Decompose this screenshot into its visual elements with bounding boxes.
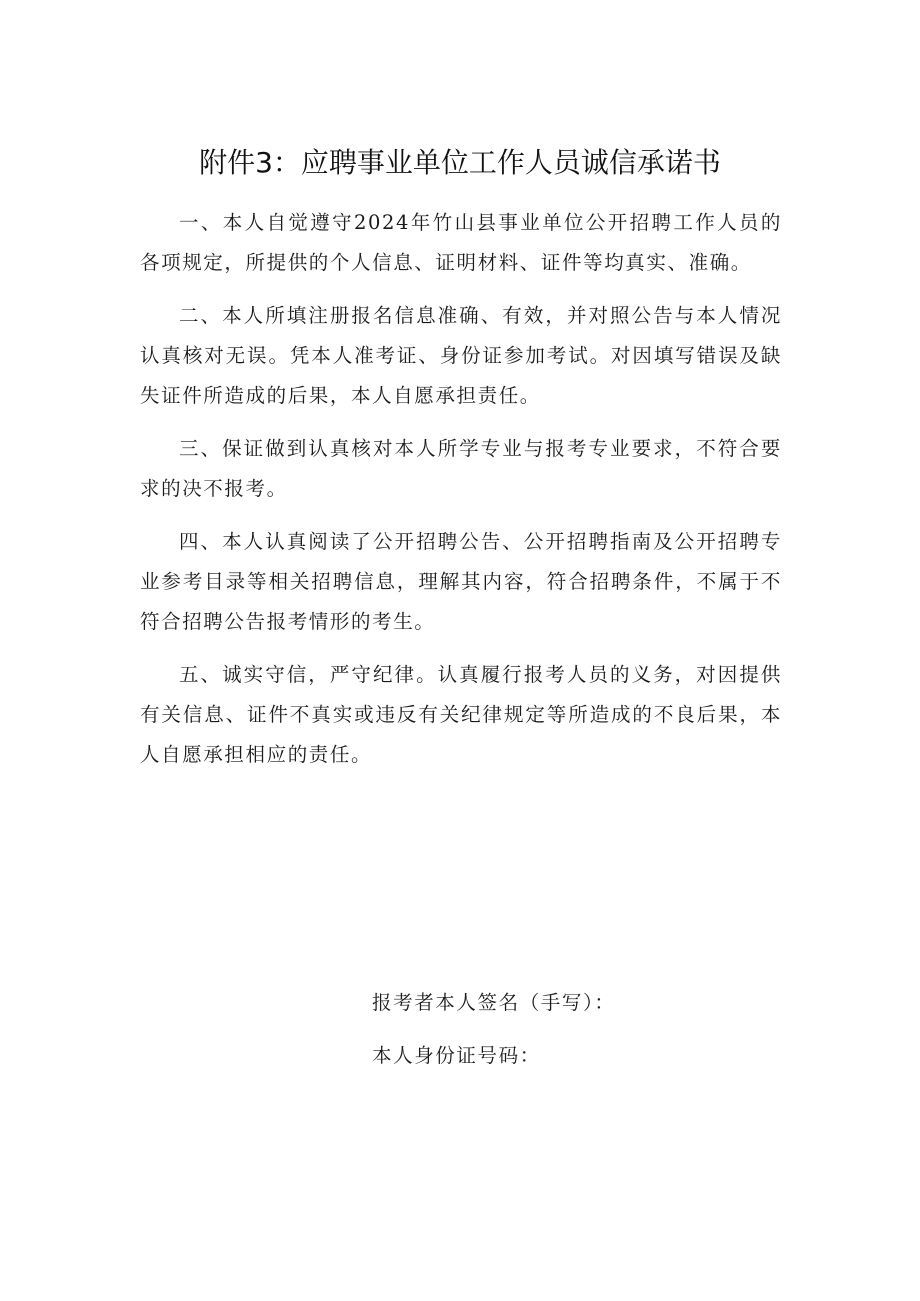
paragraph-2: 二、本人所填注册报名信息准确、有效，并对照公告与本人情况认真核对无误。凭本人准考证、身份证参加考试。对因填写错误及缺失证件所造成的后果，本人自愿承担责任。	[140, 304, 782, 407]
paragraph-4: 四、本人认真阅读了公开招聘公告、公开招聘指南及公开招聘专业参考目录等相关招聘信息，理解其内容，符合招聘条件，不属于不符合招聘公告报考情形的考生。	[140, 530, 782, 633]
id-number-label: 本人身份证号码：	[372, 1044, 541, 1067]
paragraph-1: 一、本人自觉遵守2024年竹山县事业单位公开招聘工作人员的各项规定，所提供的个人信息、证明材料、证件等均真实、准确。	[140, 211, 782, 274]
document-title: 附件3：应聘事业单位工作人员诚信承诺书	[199, 146, 721, 179]
paragraph-5: 五、诚实守信，严守纪律。认真履行报考人员的义务，对因提供有关信息、证件不真实或违反有关纪律规定等所造成的不良后果，本人自愿承担相应的责任。	[140, 663, 782, 766]
paragraph-3: 三、保证做到认真核对本人所学专业与报考专业要求，不符合要求的决不报考。	[140, 437, 782, 500]
signature-label: 报考者本人签名（手写）：	[372, 991, 616, 1014]
document-body	[140, 203, 782, 788]
